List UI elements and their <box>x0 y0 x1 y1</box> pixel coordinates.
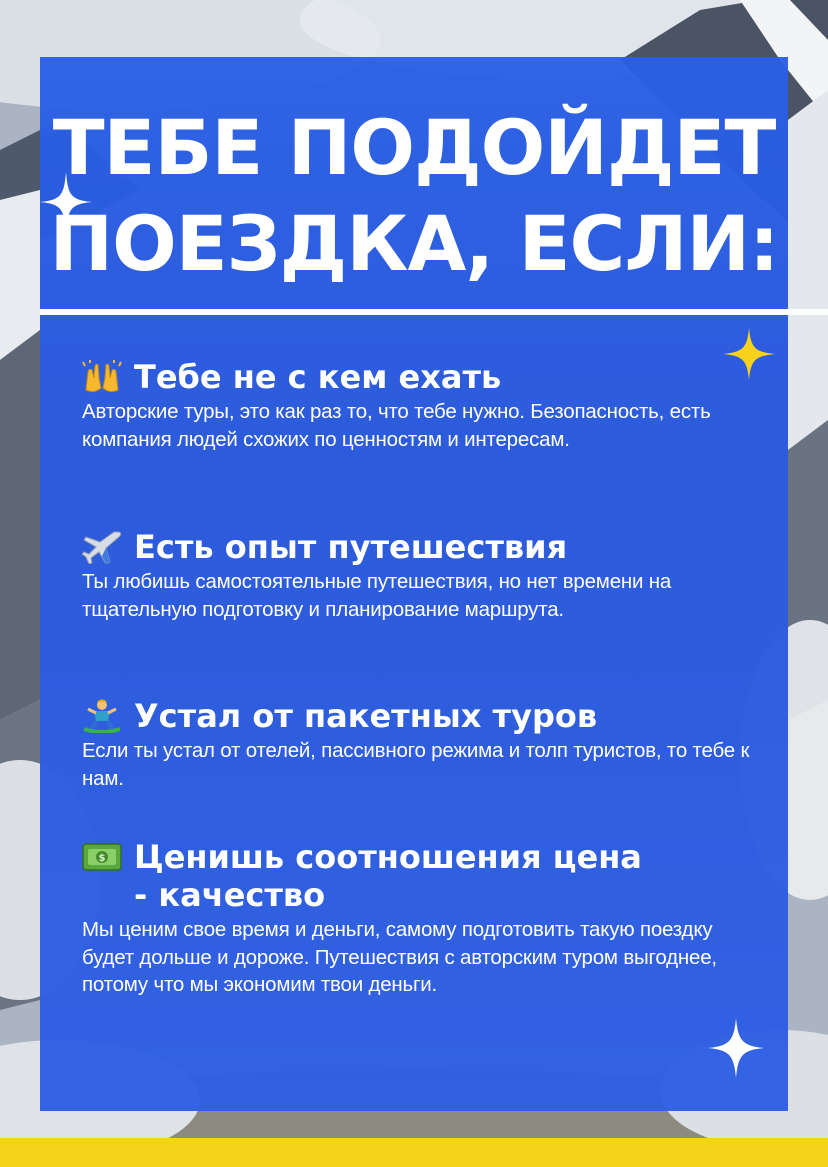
reason-item <box>82 358 762 453</box>
accent-bar <box>0 1138 828 1167</box>
reason-item <box>82 528 762 623</box>
reason-description: Авторские туры, это как раз то, что тебе нужно. Безопасность, есть компания людей схожих по ценностям и интересам. <box>82 400 711 451</box>
page-title-line-1: ТЕБЕ ПОДОЙДЕТ <box>52 103 776 192</box>
sparkle-icon <box>708 1018 764 1078</box>
airplane-icon <box>82 530 122 564</box>
reason-title: Тебе не с кем ехать <box>134 358 502 396</box>
reason-item <box>82 838 762 999</box>
reason-title: Есть опыт путешествия <box>134 528 568 566</box>
svg-text:$: $ <box>98 853 106 864</box>
reason-title: Устал от пакетных туров <box>134 697 598 735</box>
reason-title: Ценишь соотношения цена - качество <box>134 838 642 914</box>
reason-description: Если ты устал от отелей, пассивного режима и толп туристов, то тебе к нам. <box>82 739 750 790</box>
reason-description: Мы ценим свое время и деньги, самому подготовить такую поездку будет дольше и дороже. Путешествия с авторским туром выгоднее, потому что мы экономим твои деньги. <box>82 918 717 996</box>
title-divider <box>40 309 828 315</box>
surfer-icon <box>82 699 122 733</box>
page-title-line-2: ПОЕЗДКА, ЕСЛИ: <box>49 199 779 288</box>
raised-hands-icon <box>82 360 122 394</box>
sparkle-icon <box>40 172 92 232</box>
page-title <box>40 100 788 292</box>
banknote-icon <box>82 840 122 874</box>
reason-item <box>82 697 762 792</box>
reason-description: Ты любишь самостоятельные путешествия, но нет времени на тщательную подготовку и планирование маршрута. <box>82 570 672 621</box>
